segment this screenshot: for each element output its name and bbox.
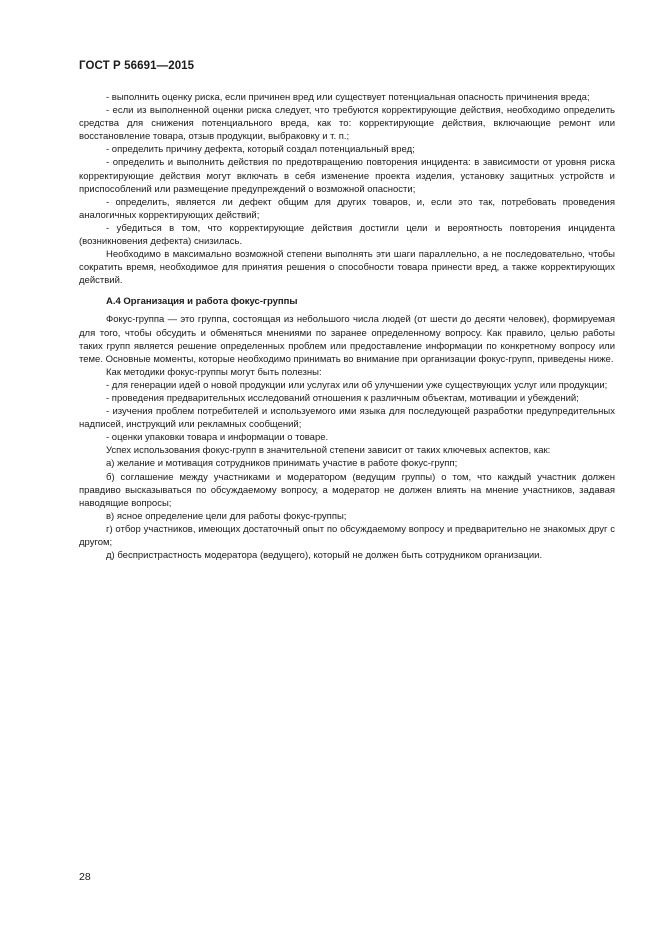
- document-body: [79, 91, 615, 562]
- page-number: 28: [79, 871, 91, 883]
- paragraph: г) отбор участников, имеющих достаточный опыт по обсуждаемому вопросу и предварительно не знакомых друг с другом;: [79, 523, 615, 548]
- standard-code-header: ГОСТ Р 56691—2015: [79, 60, 195, 72]
- paragraph: б) соглашение между участниками и модератором (ведущим группы) о том, что каждый участник должен правдиво высказываться по обсуждаемому вопросу, а модератор не должен влиять на мнение участников, задавая наводящие вопросы;: [79, 471, 615, 509]
- paragraph: Как методики фокус-группы могут быть полезны:: [106, 366, 322, 378]
- paragraph: - для генерации идей о новой продукции или услугах или об улучшении уже существующих услуг или продукции;: [106, 379, 608, 391]
- paragraph: - изучения проблем потребителей и используемого ими языка для последующей разработки предупредительных надписей, инструкций или рекламных сообщений;: [79, 406, 615, 431]
- paragraph: Фокус-группа — это группа, состоящая из небольшого числа людей (от шести до десяти человек), формируемая для того, чтобы обсудить и обменяться мнениями по заранее определенному вопросу. Как правило, целью работы таких групп является решение определенных проблем или предоставление информации по конкретному вопросу или теме. Основные моменты, которые необходимо принимать во внимание при организации фокус-групп, приведены ниже.: [79, 314, 615, 365]
- paragraph: - определить, является ли дефект общим для других товаров, и, если это так, потребовать проведения аналогичных корректирующих действий;: [79, 196, 615, 221]
- paragraph: - убедиться в том, что корректирующие действия достигли цели и вероятность повторения инцидента (возникновения дефекта) снизилась.: [79, 222, 615, 248]
- paragraph: - оценки упаковки товара и информации о товаре.: [106, 432, 329, 444]
- paragraph: д) беспристрастность модератора (ведущего), который не должен быть сотрудником организации.: [106, 550, 543, 562]
- paragraph: в) ясное определение цели для работы фокус-группы;: [106, 510, 347, 522]
- paragraph: Необходимо в максимально возможной степени выполнять эти шаги параллельно, а не последовательно, чтобы сократить время, необходимое для принятия решения о способности товара принести вред, а также корректирующих действий.: [79, 249, 615, 287]
- paragraph: - определить и выполнить действия по предотвращению повторения инцидента: в зависимости от уровня риска корректирующие действия могут включать в себя изменение проекта изделия, установку защитных устройств и приспособлений или размещение предупреждений о возможной опасности;: [79, 157, 615, 195]
- paragraph: Успех использования фокус-групп в значительной степени зависит от таких ключевых аспектов, как:: [106, 445, 551, 457]
- section-heading: А.4 Организация и работа фокус-группы: [106, 296, 298, 308]
- paragraph: - определить причину дефекта, который создал потенциальный вред;: [106, 144, 415, 156]
- paragraph: - выполнить оценку риска, если причинен вред или существует потенциальная опасность причинения вреда;: [106, 92, 590, 103]
- paragraph: - проведения предварительных исследований отношения к различным объектам, мотивации и убеждений;: [106, 392, 579, 404]
- paragraph: а) желание и мотивация сотрудников принимать участие в работе фокус-групп;: [106, 458, 458, 470]
- paragraph: - если из выполненной оценки риска следует, что требуются корректирующие действия, необходимо определить средства для снижения потенциального вреда, как то: корректирующие действия, включающие ремонт или восстановление товара, отзыв продукции, выбраковку и т. п.;: [79, 105, 615, 143]
